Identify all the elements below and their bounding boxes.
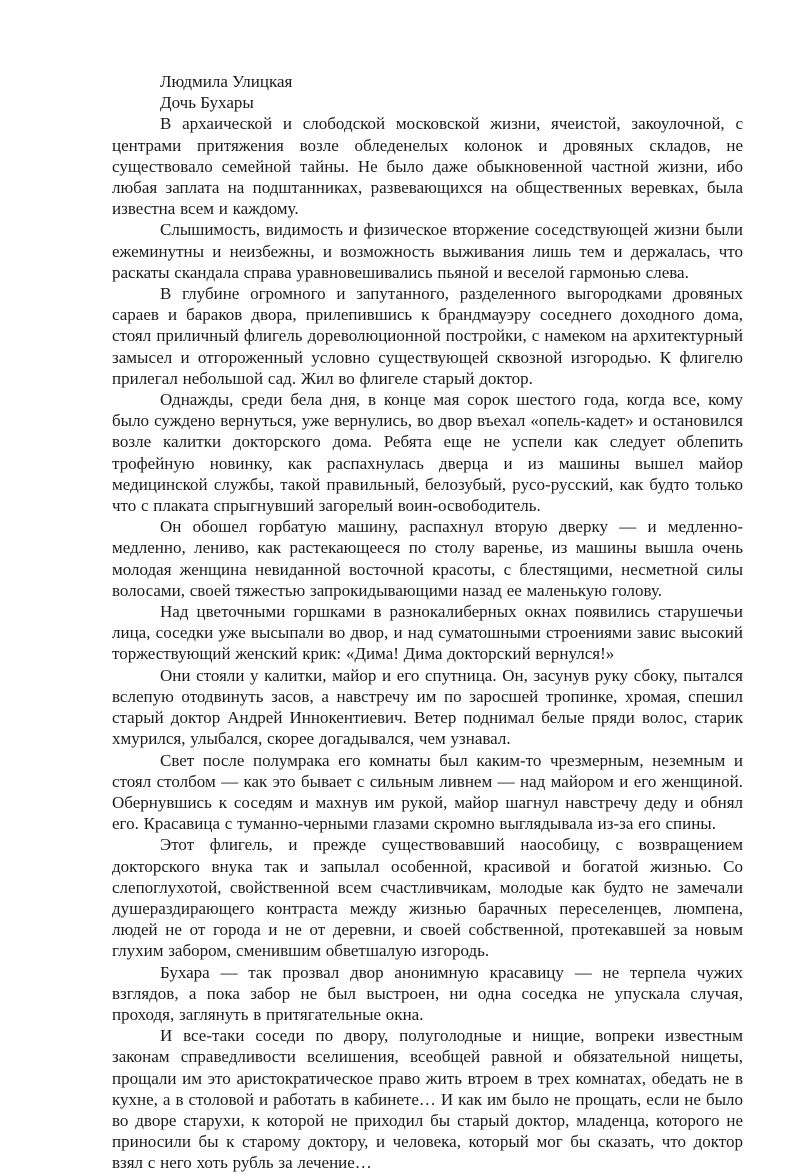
paragraph: В глубине огромного и запутанного, разделенного выгородками дровяных сараев и бараков двора, прилепившись к брандмауэру соседнего доходного дома, стоял приличный флигель дореволюционной постройки, с намеком на архитектурный замысел и отгороженный условно существующей сквозной изгородью. К флигелю прилегал небольшой сад. Жил во флигеле старый доктор. (112, 284, 743, 388)
paragraph: Свет после полумрака его комнаты был каким-то чрезмерным, неземным и стоял столбом — как это бывает с сильным ливнем — над майором и его женщиной. Обернувшись к соседям и махнув им рукой, майор шагнул навстречу деду и обнял его. Красавица с туманно-черными глазами скромно выглядывала из-за его спины. (112, 750, 743, 834)
paragraph: Над цветочными горшками в разнокалиберных окнах появились старушечьи лица, соседки уже высыпали во двор, и над суматошными строениями завис высокий торжествующий женский крик: «Дима! Дима докторский вернулся!» (112, 602, 743, 664)
story-title: Дочь Бухары (160, 93, 254, 113)
paragraph: В архаической и слободской московской жизни, ячеистой, закоулочной, с центрами притяжения возле обледенелых колонок и дровяных складов, не существовало семейной тайны. Не было даже обыкновенной частной жизни, ибо любая заплата на подштанниках, развевающихся на общественных веревках, была известна всем и каждому. (112, 114, 743, 219)
paragraph: Он обошел горбатую машину, распахнул вторую дверку — и медленно-медленно, лениво, как растекающееся по столу варенье, из машины вышла очень молодая женщина невиданной восточной красоты, с блестящими, несметной силы волосами, своей тяжестью запрокидывающими назад ее маленькую голову. (112, 517, 743, 600)
paragraph: Бухара — так прозвал двор анонимную красавицу — не терпела чужих взглядов, а пока забор не был выстроен, ни одна соседка не упускала случая, проходя, заглянуть в притягательные окна. (112, 962, 743, 1024)
story-body (112, 113, 743, 1173)
paragraph: Этот флигель, и прежде существовавший наособицу, с возвращением докторского внука так и запылал особенной, красивой и богатой жизнью. Со слепоглухотой, свойственной всем счастливчикам, молодые как будто не замечали душераздирающего контраста между жизнью барачных переселенцев, люмпена, людей не от города и не от деревни, и своей собственной, протекавшей за новым глухим забором, сменившим обветшалую изгородь. (112, 835, 743, 961)
paragraph: Слышимость, видимость и физическое вторжение соседствующей жизни были ежеминутны и неизбежны, и возможность выживания лишь тем и держалась, что раскаты скандала справа уравновешивались пьяной и веселой гармонью слева. (112, 220, 743, 282)
author-byline: Людмила Улицкая (160, 72, 293, 91)
paragraph: И все-таки соседи по двору, полуголодные и нищие, вопреки известным законам справедливости вселишения, всеобщей равной и обязательной нищеты, прощали им это аристократическое право жить втроем в трех комнатах, обедать не в кухне, а в столовой и работать в кабинете… И как им было не прощать, если не было во дворе старухи, к которой не приходил бы старый доктор, младенца, которого не приносили бы к старому доктору, и человека, который мог бы сказать, что доктор взял с него хоть рубль за лечение… (112, 1026, 743, 1173)
paragraph: Однажды, среди бела дня, в конце мая сорок шестого года, когда все, кому было суждено вернуться, уже вернулись, во двор въехал «опель-кадет» и остановился возле калитки докторского дома. Ребята еще не успели как следует облепить трофейную новинку, как распахнулась дверца и из машины вышел майор медицинской службы, такой правильный, белозубый, русо-русский, как будто только что с плаката спрыгнувший загорелый воин-освободитель. (112, 390, 743, 516)
paragraph: Они стояли у калитки, майор и его спутница. Он, засунув руку сбоку, пытался вслепую отодвинуть засов, а навстречу им по заросшей тропинке, хромая, спешил старый доктор Андрей Иннокентиевич. Ветер поднимал белые пряди волос, старик хмурился, улыбался, скорее догадывался, чем узнавал. (112, 665, 743, 749)
